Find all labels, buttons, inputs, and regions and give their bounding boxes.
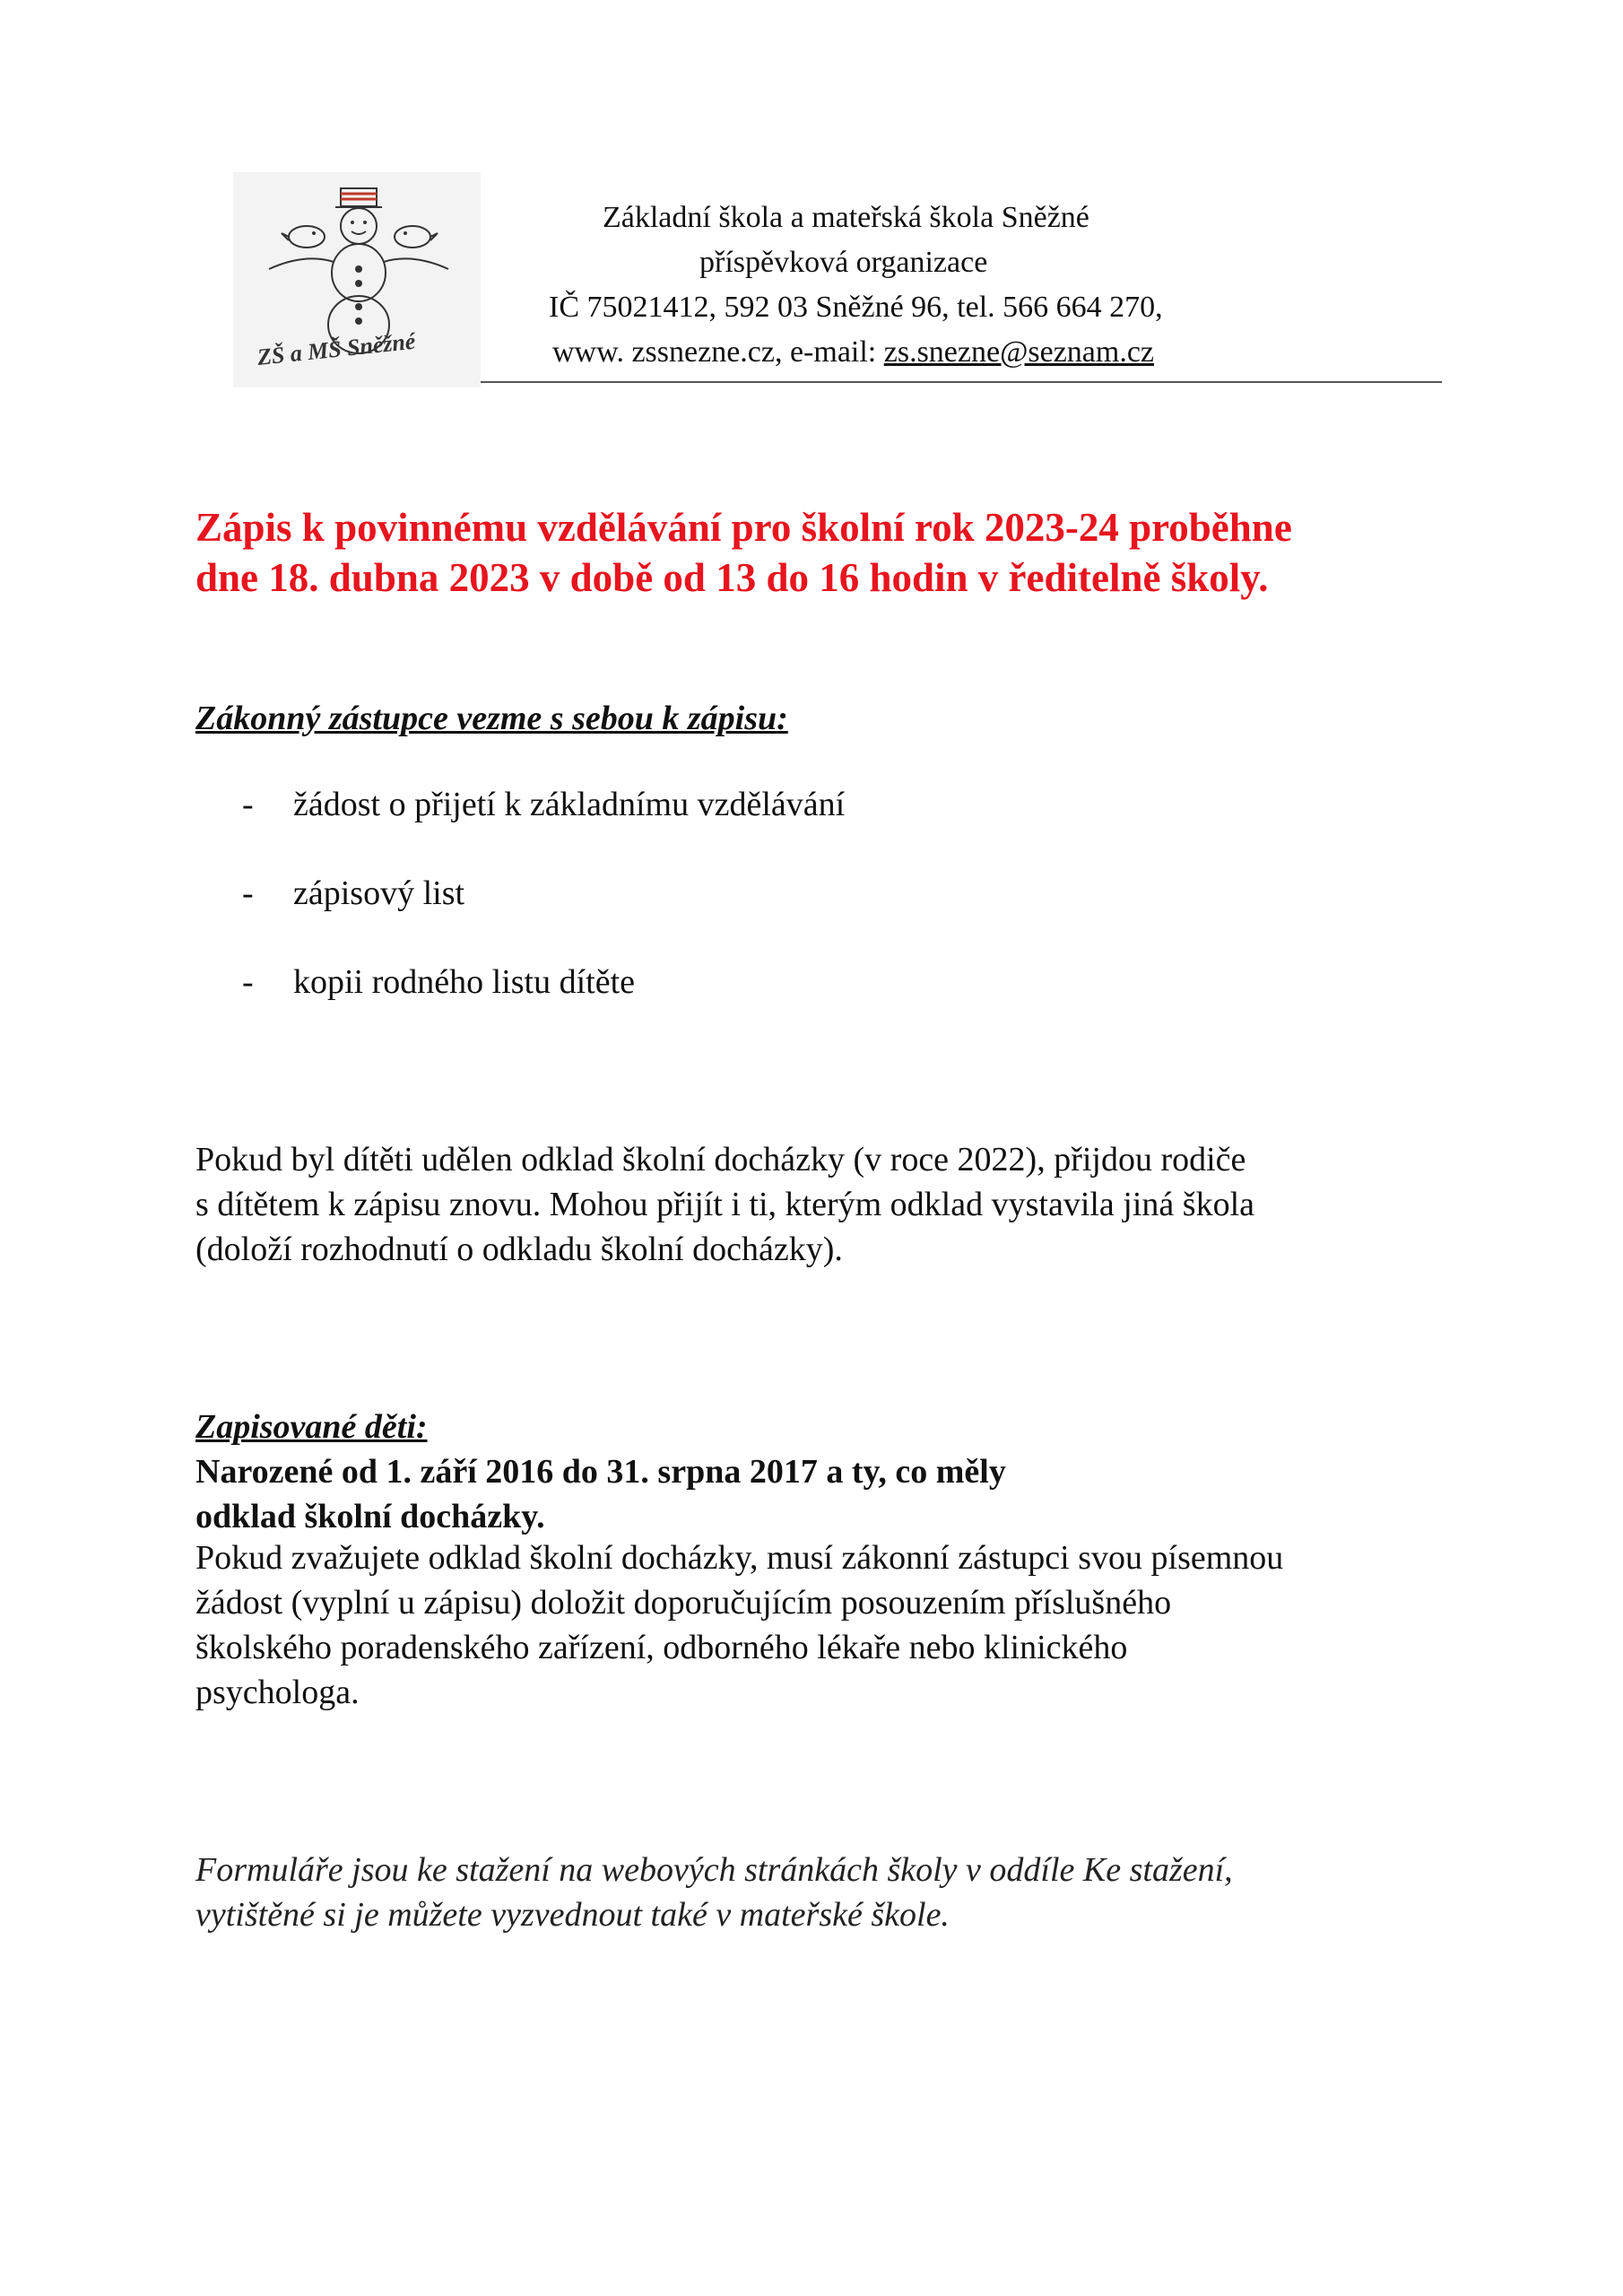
headline-line-2: dne 18. dubna 2023 v době od 13 do 16 hodin v ředitelně školy. [195, 555, 1269, 600]
header-divider [481, 381, 1442, 383]
enrolled-dates: Narozené od 1. září 2016 do 31. srpna 2017 a ty, co měly [195, 1453, 1006, 1491]
list-item-text: kopii rodného listu dítěte [293, 963, 636, 1001]
school-email-link[interactable]: zs.snezne@seznam.cz [883, 335, 1155, 369]
list-bullet: - [242, 786, 254, 823]
list-item [242, 960, 845, 1004]
list-item-text: zápisový list [293, 874, 465, 912]
paragraph-line: Pokud byl dítěti udělen odklad školní docházky (v roce 2022), přijdou rodiče [195, 1141, 1246, 1178]
list-item [242, 782, 845, 827]
snowman-with-birds-logo-icon [233, 172, 481, 387]
school-logo [233, 172, 481, 387]
requirements-heading-text: Zákonný zástupce vezme s sebou k zápisu [195, 700, 777, 737]
paragraph-line: žádost (vyplní u zápisu) doložit doporučujícím posouzením příslušného [195, 1584, 1172, 1622]
paragraph-line: Formuláře jsou ke stažení na webových stránkách školy v oddíle Ke stažení, [195, 1851, 1233, 1889]
paragraph-line: vytištěné si je můžete vyzvednout také v mateřské škole. [195, 1896, 950, 1934]
list-item [242, 871, 845, 916]
consider-postponement-paragraph [195, 1535, 1487, 1715]
paragraph-line: s dítětem k zápisu znovu. Mohou přijít i ti, kterým odklad vystavila jiná škola [195, 1186, 1254, 1223]
school-web: www. zssnezne.cz, e-mail: [552, 335, 884, 369]
list-bullet: - [242, 874, 254, 912]
requirements-heading [195, 696, 788, 741]
paragraph-line: psychologa. [195, 1674, 360, 1711]
requirements-list [242, 782, 845, 1048]
school-header [502, 196, 1435, 375]
paragraph-line: školského poradenského zařízení, odborného lékaře nebo klinického [195, 1629, 1128, 1666]
school-web-line [502, 330, 1435, 375]
paragraph-line: Pokud zvažujete odklad školní docházky, musí zákonní zástupci svou písemnou [195, 1539, 1284, 1577]
school-type: příspěvková organizace [699, 246, 988, 279]
enrollment-headline [195, 502, 1469, 603]
paragraph-line: (doloží rozhodnutí o odkladu školní docházky). [195, 1231, 843, 1268]
requirements-heading-colon: : [777, 700, 788, 737]
headline-line-1: Zápis k povinnému vzdělávání pro školní rok 2023-24 proběhne [195, 505, 1292, 550]
logo-text: ZŠ a MŠ Sněžné [256, 327, 417, 370]
list-bullet: - [242, 963, 254, 1001]
school-name: Základní škola a mateřská škola Sněžné [603, 201, 1089, 234]
list-item-text: žádost o přijetí k základnímu vzdělávání [293, 786, 846, 823]
forms-note [195, 1848, 1487, 1937]
paragraph-line: odklad školní docházky. [195, 1498, 545, 1535]
enrolled-children-paragraph [195, 1405, 1487, 1539]
enrolled-label: Zapisované děti: [195, 1408, 428, 1446]
paragraph-line [195, 1405, 1487, 1494]
school-contact: IČ 75021412, 592 03 Sněžné 96, tel. 566 664 270, [549, 291, 1163, 324]
postponement-paragraph [195, 1137, 1487, 1272]
